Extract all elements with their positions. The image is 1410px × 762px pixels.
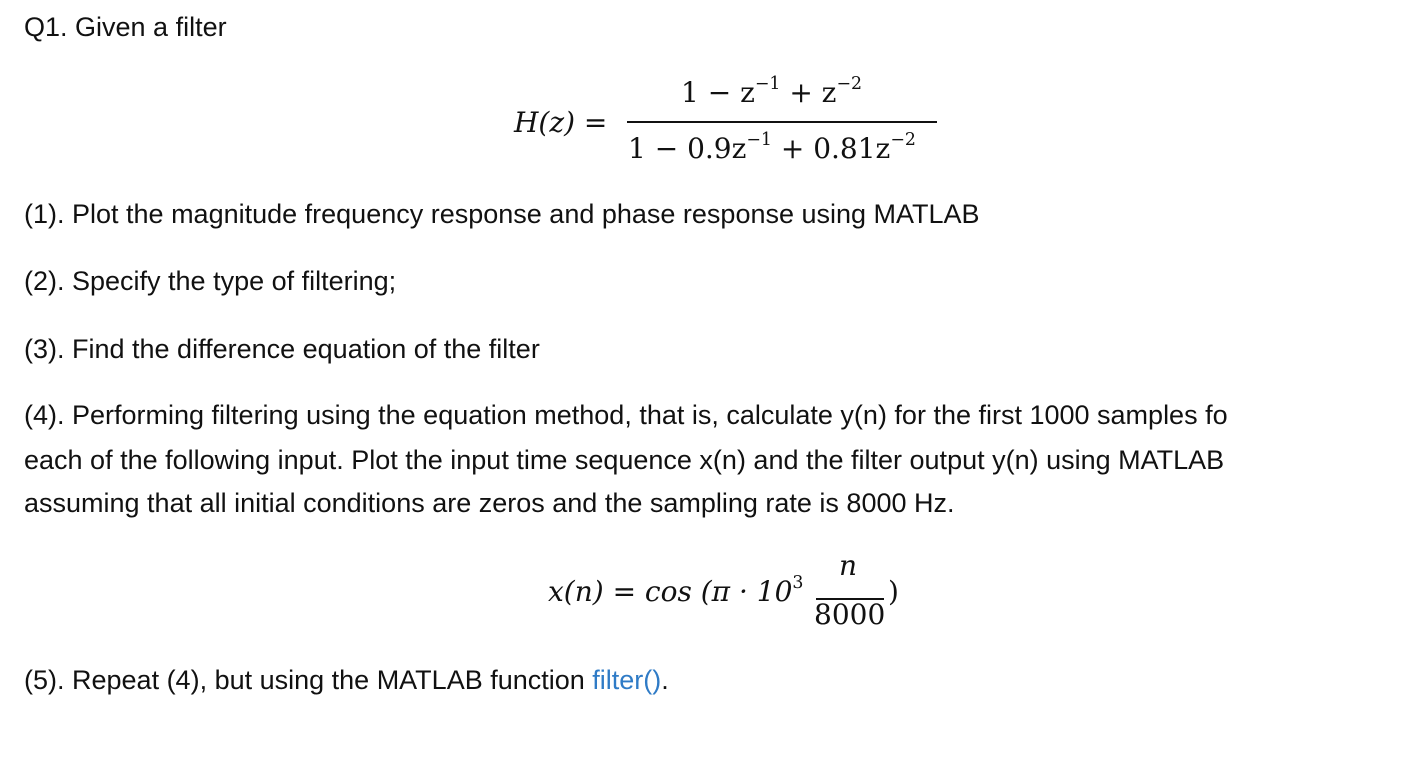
transfer-function-denominator: $1 - 0.9z^{-1} + 0.81z^{-2}$: [628, 129, 916, 165]
item-3: (3). Find the difference equation of the filter: [24, 334, 540, 364]
input-signal-lhs: $x(n) = \cos (\pi \cdot 10^3$: [548, 572, 804, 608]
transfer-function-lhs: H(z) =: [514, 106, 608, 139]
item-4-line-2: each of the following input. Plot the input time sequence x(n) and the filter output y(n) using MATLAB: [24, 445, 1225, 475]
transfer-function-fraction-bar: [627, 121, 937, 123]
filter-function-link[interactable]: filter(): [592, 665, 662, 695]
item-4-line-3: assuming that all initial conditions are zeros and the sampling rate is 8000 Hz.: [24, 488, 955, 518]
input-signal-close: ): [888, 575, 899, 608]
transfer-function-numerator: $1 - z^{-1} + z^{-2}$: [681, 73, 863, 109]
item-5-suffix: .: [661, 665, 669, 695]
item-4-line-1: (4). Performing filtering using the equation method, that is, calculate y(n) for the first 1000 samples fo: [24, 400, 1228, 430]
question-title: Q1. Given a filter: [24, 12, 227, 42]
input-signal-numerator: n: [839, 549, 858, 582]
item-5: [24, 663, 669, 697]
item-1: (1). Plot the magnitude frequency response and phase response using MATLAB: [24, 199, 980, 229]
item-2: (2). Specify the type of filtering;: [24, 266, 397, 296]
item-5-text: (5). Repeat (4), but using the MATLAB function: [24, 665, 593, 695]
input-signal-denominator: 8000: [814, 598, 886, 631]
